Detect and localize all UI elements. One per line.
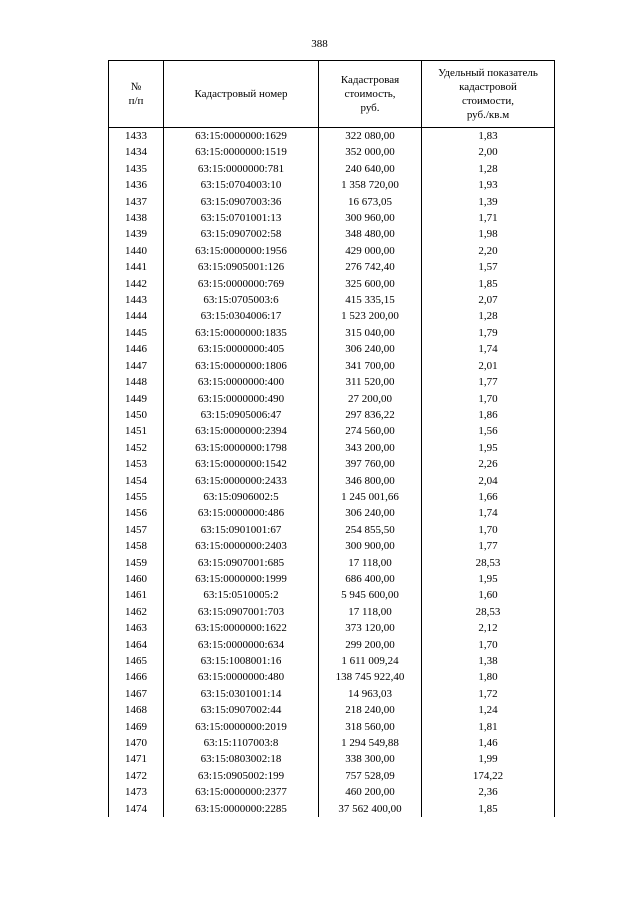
table-row [109, 210, 555, 226]
specific-value: 1,70 [422, 522, 555, 538]
cadastral-value: 757 528,09 [319, 768, 422, 784]
table-row [109, 686, 555, 702]
specific-value: 28,53 [422, 604, 555, 620]
header-line: Удельный показатель [438, 66, 538, 79]
cadastral-value: 240 640,00 [319, 161, 422, 177]
specific-value: 2,20 [422, 243, 555, 259]
cadastral-value: 1 294 549,88 [319, 735, 422, 751]
header-cadastral-value [319, 61, 422, 128]
cadastral-number: 63:15:0906002:5 [164, 489, 319, 505]
specific-value: 1,74 [422, 505, 555, 521]
table-row [109, 374, 555, 390]
table-row [109, 637, 555, 653]
cadastral-number: 63:15:0000000:1519 [164, 144, 319, 160]
table-row [109, 669, 555, 685]
specific-value: 1,70 [422, 637, 555, 653]
specific-value: 1,83 [422, 128, 555, 145]
table-row [109, 308, 555, 324]
header-line: п/п [128, 95, 144, 107]
specific-value: 1,95 [422, 440, 555, 456]
cadastral-value: 300 960,00 [319, 210, 422, 226]
table-row [109, 177, 555, 193]
row-number: 1442 [109, 276, 164, 292]
row-number: 1465 [109, 653, 164, 669]
specific-value: 2,26 [422, 456, 555, 472]
cadastral-number: 63:15:0000000:1999 [164, 571, 319, 587]
specific-value: 2,07 [422, 292, 555, 308]
cadastral-value: 254 855,50 [319, 522, 422, 538]
row-number: 1434 [109, 144, 164, 160]
specific-value: 1,99 [422, 751, 555, 767]
table-row [109, 587, 555, 603]
specific-value: 1,39 [422, 194, 555, 210]
cadastral-value: 352 000,00 [319, 144, 422, 160]
row-number: 1448 [109, 374, 164, 390]
cadastral-number: 63:15:0000000:480 [164, 669, 319, 685]
row-number: 1466 [109, 669, 164, 685]
header-line: стоимости, [462, 95, 514, 107]
specific-value: 2,04 [422, 473, 555, 489]
cadastral-value: 1 523 200,00 [319, 308, 422, 324]
row-number: 1463 [109, 620, 164, 636]
cadastral-number: 63:15:0000000:1806 [164, 358, 319, 374]
cadastral-number: 63:15:0803002:18 [164, 751, 319, 767]
table-row [109, 194, 555, 210]
cadastral-number: 63:15:0000000:781 [164, 161, 319, 177]
cadastral-number: 63:15:0000000:2019 [164, 719, 319, 735]
row-number: 1440 [109, 243, 164, 259]
cadastral-number: 63:15:0907001:703 [164, 604, 319, 620]
cadastral-number: 63:15:0000000:2433 [164, 473, 319, 489]
cadastral-value: 27 200,00 [319, 391, 422, 407]
cadastral-value: 373 120,00 [319, 620, 422, 636]
specific-value: 174,22 [422, 768, 555, 784]
specific-value: 1,77 [422, 538, 555, 554]
header-line: № [130, 80, 142, 93]
table-row [109, 423, 555, 439]
row-number: 1436 [109, 177, 164, 193]
cadastral-table [108, 60, 555, 817]
specific-value: 1,72 [422, 686, 555, 702]
cadastral-number: 63:15:0000000:405 [164, 341, 319, 357]
header-line: руб./кв.м [466, 109, 510, 122]
table-row [109, 161, 555, 177]
cadastral-number: 63:15:0000000:769 [164, 276, 319, 292]
row-number: 1449 [109, 391, 164, 407]
cadastral-number: 63:15:0907002:44 [164, 702, 319, 718]
row-number: 1461 [109, 587, 164, 603]
header-line: Кадастровая [340, 73, 400, 86]
specific-value: 1,74 [422, 341, 555, 357]
cadastral-value: 341 700,00 [319, 358, 422, 374]
table-row [109, 522, 555, 538]
row-number: 1472 [109, 768, 164, 784]
table-row [109, 456, 555, 472]
cadastral-number: 63:15:0000000:2377 [164, 784, 319, 800]
row-number: 1454 [109, 473, 164, 489]
cadastral-number: 63:15:0000000:2394 [164, 423, 319, 439]
table-row [109, 440, 555, 456]
table-row [109, 226, 555, 242]
table-row [109, 751, 555, 767]
header-row-number [109, 61, 164, 128]
specific-value: 1,77 [422, 374, 555, 390]
row-number: 1457 [109, 522, 164, 538]
specific-value: 1,93 [422, 177, 555, 193]
table-row [109, 620, 555, 636]
table-row [109, 391, 555, 407]
header-line: кадастровой [459, 80, 517, 93]
cadastral-value: 460 200,00 [319, 784, 422, 800]
row-number: 1453 [109, 456, 164, 472]
row-number: 1435 [109, 161, 164, 177]
specific-value: 1,28 [422, 161, 555, 177]
cadastral-number: 63:15:0907002:58 [164, 226, 319, 242]
specific-value: 1,38 [422, 653, 555, 669]
table-row [109, 768, 555, 784]
cadastral-value: 306 240,00 [319, 505, 422, 521]
row-number: 1447 [109, 358, 164, 374]
cadastral-number: 63:15:0000000:486 [164, 505, 319, 521]
row-number: 1452 [109, 440, 164, 456]
cadastral-value: 415 335,15 [319, 292, 422, 308]
specific-value: 1,28 [422, 308, 555, 324]
cadastral-value: 17 118,00 [319, 555, 422, 571]
cadastral-value: 343 200,00 [319, 440, 422, 456]
table-row [109, 292, 555, 308]
cadastral-number: 63:15:0905006:47 [164, 407, 319, 423]
specific-value: 1,86 [422, 407, 555, 423]
cadastral-value: 16 673,05 [319, 194, 422, 210]
specific-value: 2,12 [422, 620, 555, 636]
cadastral-number: 63:15:0000000:1798 [164, 440, 319, 456]
cadastral-number: 63:15:0000000:1622 [164, 620, 319, 636]
cadastral-number: 63:15:0000000:1629 [164, 128, 319, 145]
row-number: 1469 [109, 719, 164, 735]
row-number: 1464 [109, 637, 164, 653]
table-row [109, 144, 555, 160]
specific-value: 1,95 [422, 571, 555, 587]
table-body [109, 128, 555, 818]
table-row [109, 407, 555, 423]
header-cadastral-number [164, 61, 319, 128]
page-number: 388 [311, 38, 328, 50]
cadastral-number: 63:15:0000000:634 [164, 637, 319, 653]
table-row [109, 719, 555, 735]
table-row [109, 653, 555, 669]
row-number: 1451 [109, 423, 164, 439]
cadastral-number: 63:15:0510005:2 [164, 587, 319, 603]
cadastral-number: 63:15:0704003:10 [164, 177, 319, 193]
cadastral-number: 63:15:0000000:400 [164, 374, 319, 390]
cadastral-value: 300 900,00 [319, 538, 422, 554]
cadastral-value: 274 560,00 [319, 423, 422, 439]
specific-value: 2,36 [422, 784, 555, 800]
specific-value: 1,81 [422, 719, 555, 735]
row-number: 1462 [109, 604, 164, 620]
row-number: 1456 [109, 505, 164, 521]
row-number: 1471 [109, 751, 164, 767]
specific-value: 28,53 [422, 555, 555, 571]
row-number: 1474 [109, 801, 164, 817]
header-specific-value [422, 61, 555, 128]
specific-value: 1,85 [422, 276, 555, 292]
cadastral-number: 63:15:0000000:2403 [164, 538, 319, 554]
cadastral-value: 5 945 600,00 [319, 587, 422, 603]
cadastral-value: 1 358 720,00 [319, 177, 422, 193]
row-number: 1470 [109, 735, 164, 751]
row-number: 1433 [109, 128, 164, 145]
table-row [109, 555, 555, 571]
cadastral-number: 63:15:0304006:17 [164, 308, 319, 324]
cadastral-value: 325 600,00 [319, 276, 422, 292]
cadastral-value: 311 520,00 [319, 374, 422, 390]
table-row [109, 243, 555, 259]
cadastral-number: 63:15:0905001:126 [164, 259, 319, 275]
cadastral-value: 218 240,00 [319, 702, 422, 718]
cadastral-value: 346 800,00 [319, 473, 422, 489]
row-number: 1441 [109, 259, 164, 275]
table-row [109, 604, 555, 620]
table-row [109, 276, 555, 292]
header-line: Кадастровый номер [194, 87, 288, 100]
cadastral-value: 17 118,00 [319, 604, 422, 620]
cadastral-number: 63:15:0705003:6 [164, 292, 319, 308]
row-number: 1468 [109, 702, 164, 718]
cadastral-number: 63:15:0907001:685 [164, 555, 319, 571]
cadastral-value: 276 742,40 [319, 259, 422, 275]
cadastral-value: 37 562 400,00 [319, 801, 422, 817]
row-number: 1455 [109, 489, 164, 505]
table-row [109, 473, 555, 489]
cadastral-number: 63:15:0901001:67 [164, 522, 319, 538]
specific-value: 1,24 [422, 702, 555, 718]
table-row [109, 341, 555, 357]
row-number: 1444 [109, 308, 164, 324]
table-row [109, 538, 555, 554]
cadastral-number: 63:15:0000000:1956 [164, 243, 319, 259]
table-row [109, 784, 555, 800]
cadastral-number: 63:15:0000000:2285 [164, 801, 319, 817]
row-number: 1438 [109, 210, 164, 226]
specific-value: 1,60 [422, 587, 555, 603]
cadastral-value: 297 836,22 [319, 407, 422, 423]
row-number: 1460 [109, 571, 164, 587]
cadastral-value: 14 963,03 [319, 686, 422, 702]
table-row [109, 735, 555, 751]
cadastral-value: 1 611 009,24 [319, 653, 422, 669]
header-row [109, 61, 555, 128]
specific-value: 1,56 [422, 423, 555, 439]
row-number: 1473 [109, 784, 164, 800]
specific-value: 1,57 [422, 259, 555, 275]
cadastral-number: 63:15:1008001:16 [164, 653, 319, 669]
row-number: 1439 [109, 226, 164, 242]
cadastral-number: 63:15:0000000:490 [164, 391, 319, 407]
row-number: 1459 [109, 555, 164, 571]
specific-value: 2,01 [422, 358, 555, 374]
cadastral-value: 429 000,00 [319, 243, 422, 259]
specific-value: 1,71 [422, 210, 555, 226]
cadastral-number: 63:15:1107003:8 [164, 735, 319, 751]
cadastral-value: 1 245 001,66 [319, 489, 422, 505]
table-row [109, 702, 555, 718]
header-line: руб. [360, 102, 380, 115]
specific-value: 1,79 [422, 325, 555, 341]
row-number: 1446 [109, 341, 164, 357]
row-number: 1467 [109, 686, 164, 702]
cadastral-value: 315 040,00 [319, 325, 422, 341]
cadastral-number: 63:15:0000000:1542 [164, 456, 319, 472]
cadastral-value: 338 300,00 [319, 751, 422, 767]
specific-value: 1,66 [422, 489, 555, 505]
table-header [109, 61, 555, 128]
row-number: 1437 [109, 194, 164, 210]
cadastral-number: 63:15:0000000:1835 [164, 325, 319, 341]
row-number: 1458 [109, 538, 164, 554]
row-number: 1445 [109, 325, 164, 341]
specific-value: 1,80 [422, 669, 555, 685]
table-row [109, 801, 555, 817]
table-row [109, 505, 555, 521]
specific-value: 2,00 [422, 144, 555, 160]
specific-value: 1,70 [422, 391, 555, 407]
specific-value: 1,46 [422, 735, 555, 751]
cadastral-value: 348 480,00 [319, 226, 422, 242]
cadastral-number: 63:15:0907003:36 [164, 194, 319, 210]
specific-value: 1,85 [422, 801, 555, 817]
cadastral-value: 299 200,00 [319, 637, 422, 653]
cadastral-value: 318 560,00 [319, 719, 422, 735]
table-row [109, 358, 555, 374]
cadastral-value: 686 400,00 [319, 571, 422, 587]
cadastral-value: 138 745 922,40 [319, 669, 422, 685]
table-row [109, 259, 555, 275]
cadastral-value: 397 760,00 [319, 456, 422, 472]
table-row [109, 489, 555, 505]
row-number: 1450 [109, 407, 164, 423]
table-row [109, 128, 555, 145]
header-line: стоимость, [344, 87, 396, 100]
table-row [109, 571, 555, 587]
cadastral-value: 306 240,00 [319, 341, 422, 357]
cadastral-number: 63:15:0905002:199 [164, 768, 319, 784]
cadastral-value: 322 080,00 [319, 128, 422, 145]
row-number: 1443 [109, 292, 164, 308]
cadastral-number: 63:15:0701001:13 [164, 210, 319, 226]
specific-value: 1,98 [422, 226, 555, 242]
table-row [109, 325, 555, 341]
cadastral-number: 63:15:0301001:14 [164, 686, 319, 702]
